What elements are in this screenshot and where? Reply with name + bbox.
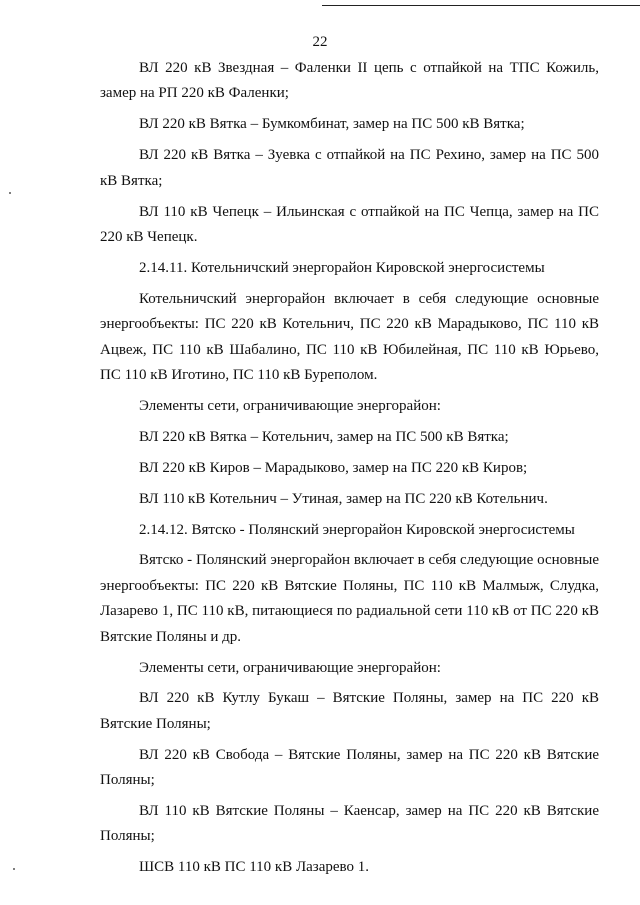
paragraph: Элементы сети, ограничивающие энергорайон:	[139, 659, 441, 676]
document-body	[100, 56, 599, 886]
page-number: 22	[312, 34, 328, 50]
paragraph: ВЛ 220 кВ Вятка – Котельнич, замер на ПС 500 кВ Вятка;	[139, 428, 509, 445]
top-rule	[322, 5, 640, 6]
paragraph: ШСВ 110 кВ ПС 110 кВ Лазарево 1.	[139, 859, 370, 876]
paragraph: ВЛ 110 кВ Вятские Поляны – Каенсар, замер на ПС 220 кВ Вятские Поляны;	[100, 803, 599, 845]
scan-speck	[9, 192, 11, 194]
paragraph: ВЛ 220 кВ Свобода – Вятские Поляны, замер на ПС 220 кВ Вятские Поляны;	[100, 746, 599, 789]
paragraph: ВЛ 110 кВ Чепецк – Ильинская с отпайкой на ПС Чепца, замер на ПС 220 кВ Чепецк.	[100, 203, 599, 245]
scan-speck	[13, 868, 15, 870]
paragraph: ВЛ 220 кВ Кутлу Букаш – Вятские Поляны, замер на ПС 220 кВ Вятские Поляны;	[100, 690, 599, 732]
paragraph: ВЛ 220 кВ Звездная – Фаленки II цепь с отпайкой на ТПС Кожиль, замер на РП 220 кВ Фаленки;	[100, 60, 599, 102]
section-heading: 2.14.11. Котельничский энергорайон Кировской энергосистемы	[139, 259, 545, 276]
paragraph: ВЛ 220 кВ Вятка – Зуевка с отпайкой на ПС Рехино, замер на ПС 500 кВ Вятка;	[100, 147, 599, 189]
paragraph: Вятско - Полянский энергорайон включает в себя следующие основные энергообъекты: ПС 220 кВ Вятские Поляны, ПС 110 кВ Малмыж, Слудка, Лазарево 1, ПС 110 кВ, питающиеся по радиальной сети 110 кВ от ПС 220 кВ Вятские Поляны и др.	[100, 552, 599, 645]
section-heading: 2.14.12. Вятско - Полянский энергорайон Кировской энергосистемы	[139, 521, 575, 538]
paragraph: Элементы сети, ограничивающие энергорайон:	[139, 397, 441, 414]
paragraph: Котельничский энергорайон включает в себя следующие основные энергообъекты: ПС 220 кВ Котельнич, ПС 220 кВ Марадыково, ПС 110 кВ Ацвеж, ПС 110 кВ Шабалино, ПС 110 кВ Юбилейная, ПС 110 кВ Юрьево, ПС 110 кВ Иготино, ПС 110 кВ Бурeполом.	[100, 290, 599, 383]
paragraph: ВЛ 110 кВ Котельнич – Утиная, замер на ПС 220 кВ Котельнич.	[139, 490, 548, 507]
paragraph: ВЛ 220 кВ Вятка – Бумкомбинат, замер на ПС 500 кВ Вятка;	[139, 116, 525, 133]
paragraph: ВЛ 220 кВ Киров – Марадыково, замер на ПС 220 кВ Киров;	[139, 459, 528, 476]
